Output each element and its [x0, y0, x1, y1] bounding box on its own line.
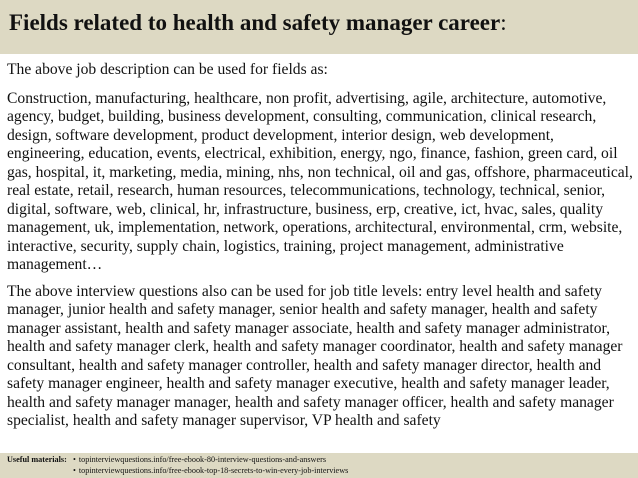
footer-bar	[0, 453, 638, 478]
title-bar	[0, 0, 638, 54]
page-title-colon: :	[500, 10, 507, 35]
ebook-link-18-secrets[interactable]: topinterviewquestions.info/free-ebook-top-18-secrets-to-win-every-job-interviews	[78, 466, 349, 475]
ebook-link-80-questions[interactable]: topinterviewquestions.info/free-ebook-80-interview-questions-and-answers	[78, 455, 327, 464]
main-content	[7, 61, 635, 439]
fields-paragraph: Construction, manufacturing, healthcare, non profit, advertising, agile, architecture, automotive, agency, budget, building, business development, consulting, communication, clinical research, design, software development, product development, interior design, web development, engineering, education, events, electrical, exhibition, energy, ngo, finance, fashion, green card, oil gas, hospital, it, marketing, media, mining, nhs, non technical, oil and gas, offshore, pharmaceutical, real estate, retail, research, human resources, telecommunications, technology, technical, senior, digital, software, web, clinical, hr, infrastructure, business, erp, creative, ict, hvac, sales, quality management, uk, implementation, network, operations, architectural, environmental, crm, website, interactive, security, supply chain, logistics, training, project management, administrative management…	[7, 89, 633, 273]
footer-label-spacer	[7, 465, 73, 476]
useful-materials-label: Useful materials:	[7, 455, 67, 464]
footer-row-1	[7, 454, 638, 465]
page-title: Fields related to health and safety manager career	[9, 10, 501, 35]
bullet-icon: •	[73, 455, 76, 464]
footer-row-2	[7, 465, 638, 476]
intro-text: The above job description can be used for fields as:	[7, 61, 328, 78]
job-titles-paragraph: The above interview questions also can be used for job title levels: entry level health and safety manager, junior health and safety manager, senior health and safety manager, health and safety manager assistant, health and safety manager associate, health and safety manager administrator, health and safety manager clerk, health and safety manager coordinator, health and safety manager consultant, health and safety manager controller, health and safety manager director, health and safety manager engineer, health and safety manager executive, health and safety manager leader, health and safety manager manager, health and safety manager officer, health and safety manager specialist, health and safety manager supervisor, VP health and safety	[7, 282, 623, 429]
bullet-icon: •	[73, 466, 76, 475]
